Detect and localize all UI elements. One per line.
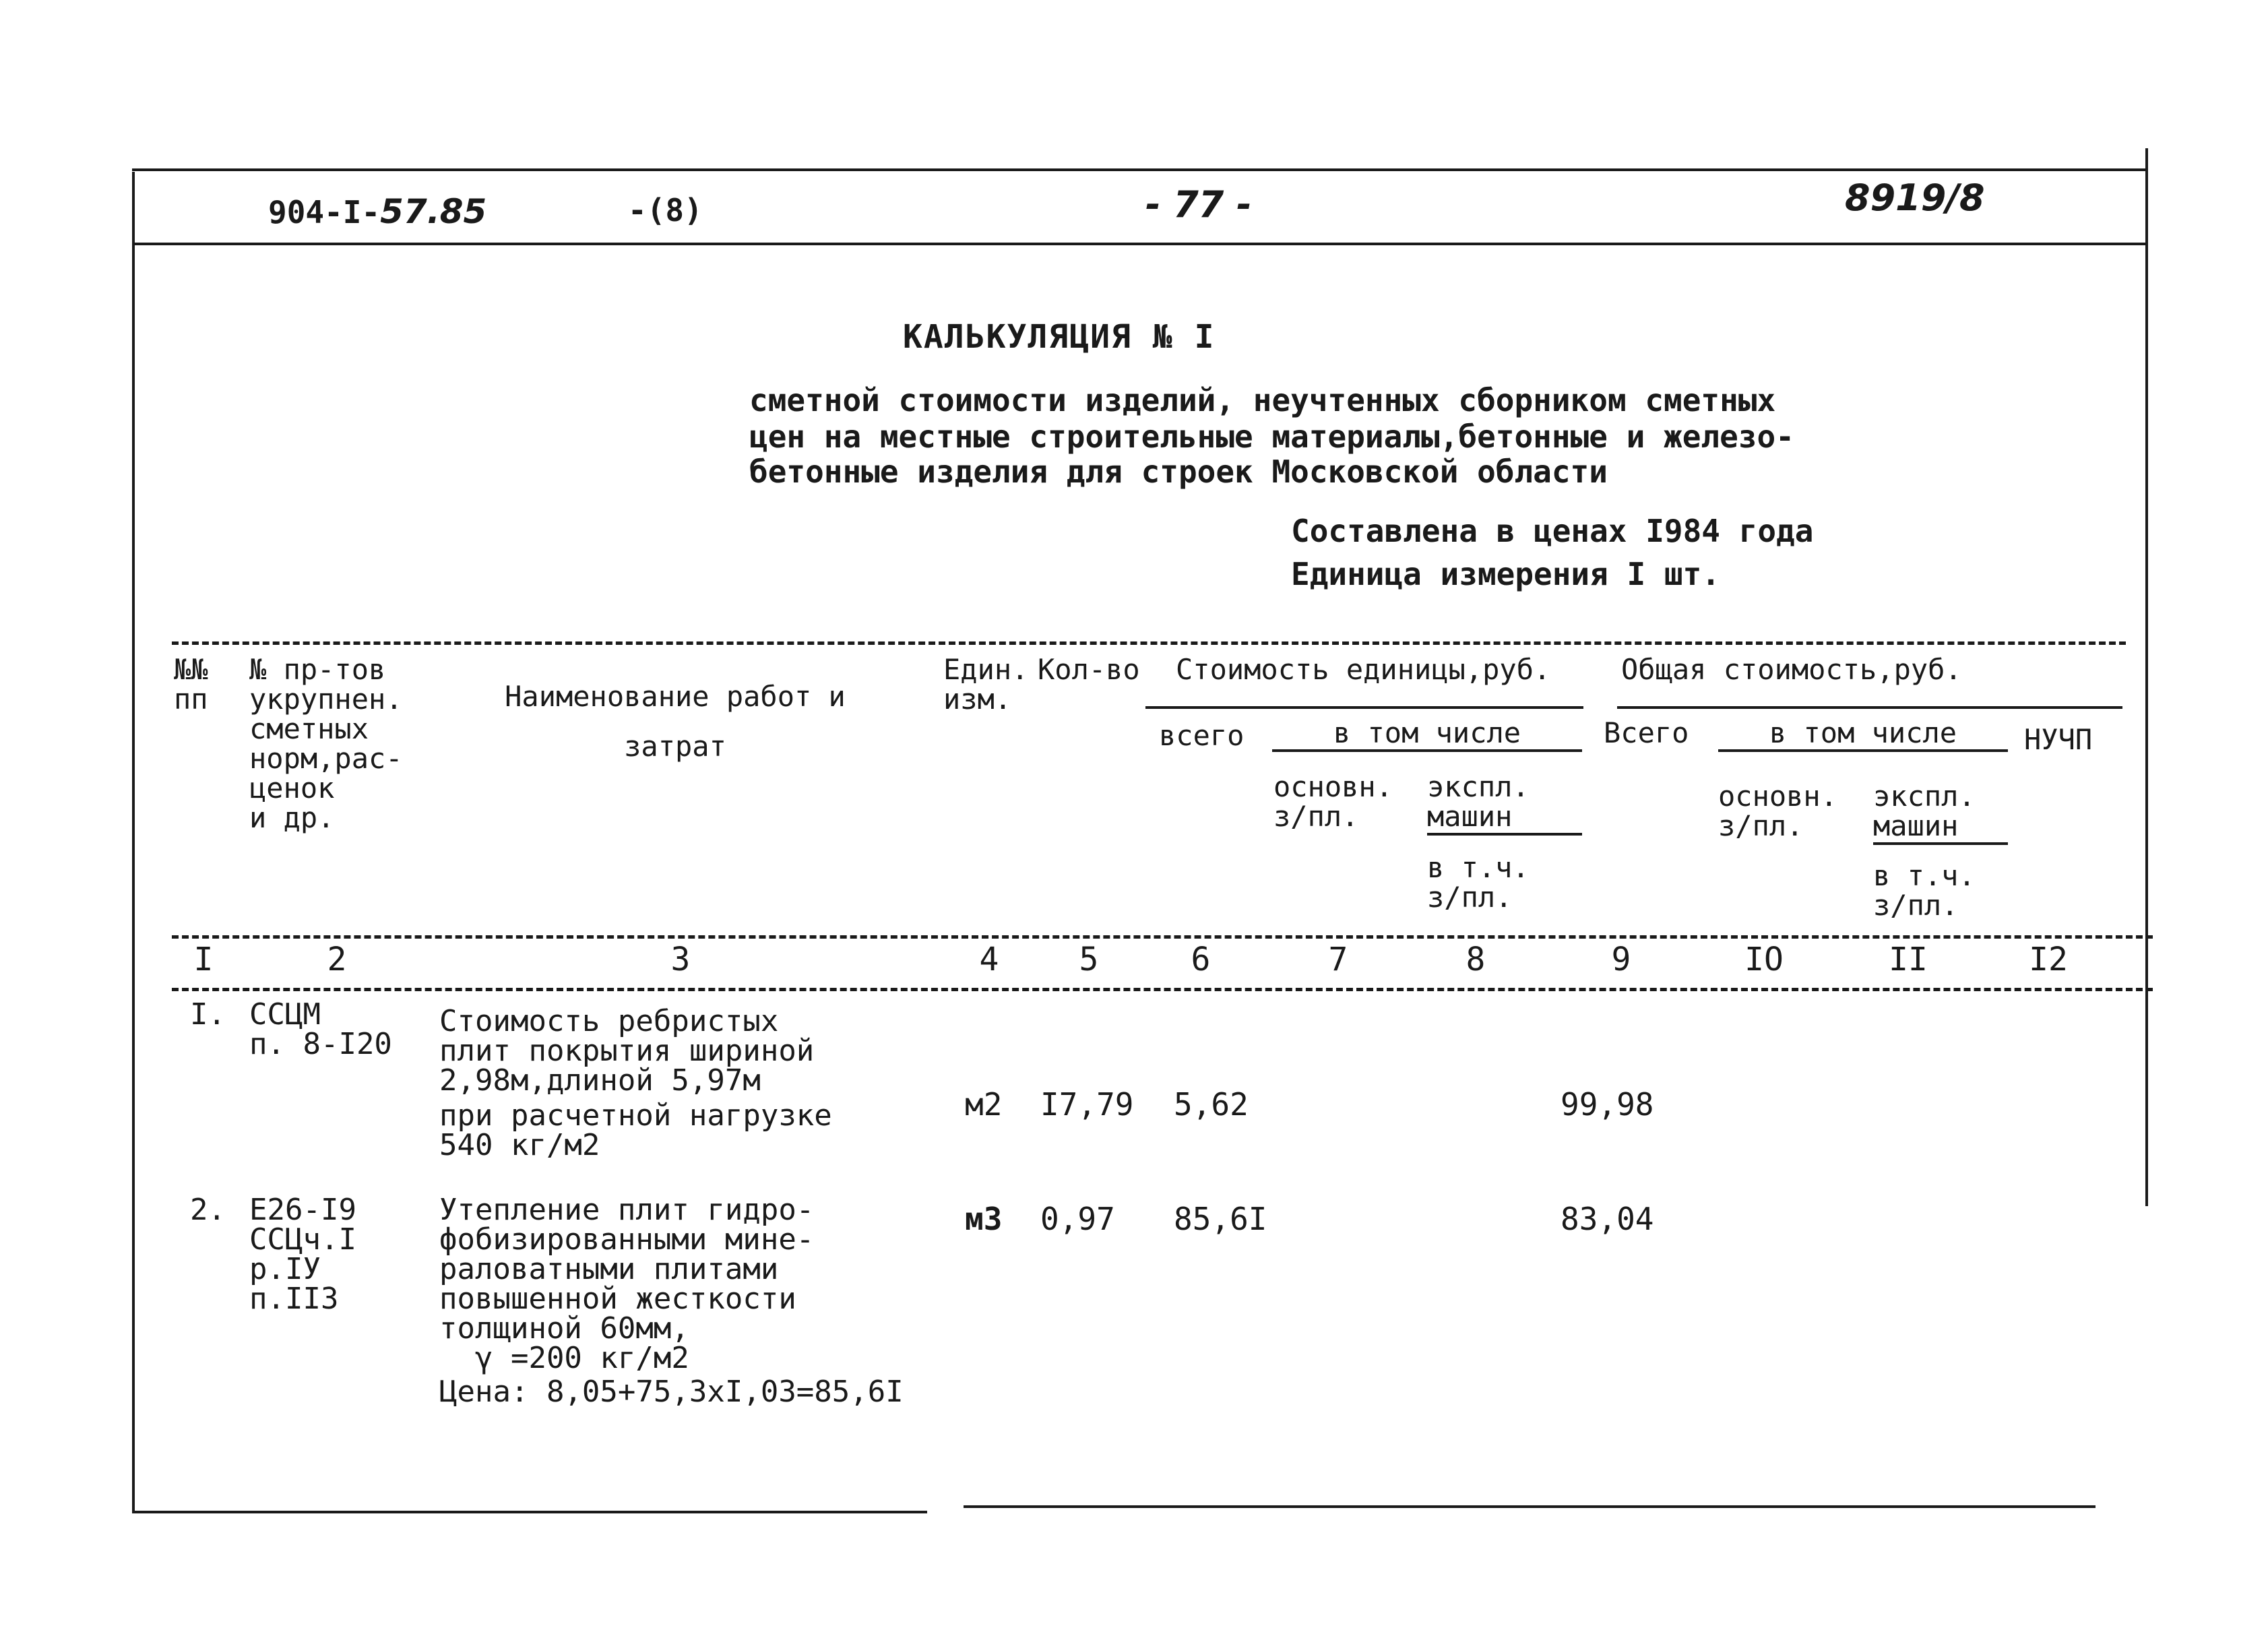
calculation-title: КАЛЬКУЛЯЦИЯ № I: [903, 318, 1216, 356]
column-number-9: 9: [1611, 941, 1631, 978]
row2-reference-line3: р.IУ: [249, 1252, 321, 1286]
header-unit-incl-wage-line1: в т.ч.: [1427, 851, 1530, 884]
row2-index: 2.: [190, 1193, 226, 1227]
header-col2-line2: укрупнен.: [249, 683, 403, 716]
unit-cost-underline: [1145, 706, 1583, 709]
document-code-handwritten: 57.85: [380, 192, 487, 231]
total-cost-underline: [1617, 706, 2122, 709]
frame-right-border: [2145, 148, 2148, 1206]
row2-unit-total: 85,6I: [1174, 1201, 1267, 1237]
row1-work-name: [439, 1004, 832, 1162]
header-unit-in-that-number: в том числе: [1272, 718, 1582, 752]
prices-note: Составлена в ценах I984 года: [1291, 513, 1814, 549]
row1-work-name-line1: Стоимость ребристых: [439, 1004, 779, 1038]
header-total-cost: Общая стоимость,руб.: [1621, 653, 1962, 686]
row2-total: 83,04: [1561, 1201, 1654, 1237]
column-number-1: I: [193, 941, 214, 978]
row1-unit: м2: [965, 1086, 1003, 1123]
row2-work-name-line3: раловатными плитами: [439, 1252, 779, 1286]
header-col1: [174, 655, 208, 714]
header-unit-basic-wage-line2: з/пл.: [1273, 800, 1359, 833]
header-total-machine-ops-line1: экспл.: [1873, 780, 1976, 813]
row2-reference-line1: Е26-I9: [249, 1193, 356, 1227]
header-col3: [480, 682, 871, 761]
row1-work-name-line2: плит покрытия шириной: [439, 1034, 815, 1068]
header-unit-total: всего: [1159, 719, 1245, 752]
frame-bottom-border-right: [964, 1505, 2096, 1508]
header-col1-line2: пп: [174, 683, 208, 716]
header-col1-line1: №№: [174, 653, 208, 686]
subtitle-line-3: бетонные изделия для строек Московской области: [749, 453, 1608, 490]
header-col4-line1: Един.: [943, 653, 1029, 686]
subtitle-line-1: сметной стоимости изделий, неучтенных сборником сметных: [749, 382, 1776, 418]
row2-work-name: [439, 1195, 904, 1407]
subtitle-line-2: цен на местные строительные материалы,бетонные и железо-: [749, 418, 1794, 455]
column-number-3: 3: [670, 941, 691, 978]
header-unit-basic-wage: [1273, 772, 1393, 831]
frame-top-border: [132, 168, 2147, 171]
header-unit-basic-wage-line1: основн.: [1273, 770, 1393, 803]
row2-reference: [249, 1195, 356, 1314]
document-code: [268, 192, 486, 231]
column-numbers-bottom-rule: [172, 988, 2153, 991]
header-unit-cost: Стоимость единицы,руб.: [1176, 653, 1551, 686]
header-total-basic-wage-line2: з/пл.: [1718, 809, 1804, 842]
row1-quantity: I7,79: [1040, 1086, 1134, 1123]
column-number-4: 4: [979, 941, 999, 978]
row1-index: I.: [190, 997, 226, 1032]
header-bottom-rule: [132, 243, 2147, 245]
header-total-incl-wage: [1873, 861, 1976, 920]
column-number-11: II: [1889, 941, 1928, 978]
header-col2-line5: ценок: [249, 772, 335, 805]
row1-reference-line2: п. 8-I20: [249, 1027, 392, 1061]
header-unit-machine-ops-line1: экспл.: [1427, 770, 1530, 803]
row2-work-name-line7: Цена: 8,05+75,3xI,03=85,6I: [439, 1375, 904, 1409]
header-col2-line4: норм,рас-: [249, 742, 403, 775]
row2-work-name-line4: повышенной жесткости: [439, 1282, 796, 1316]
header-col3-line1: Наименование работ и: [505, 680, 846, 713]
unit-note: Единица измерения I шт.: [1291, 556, 1720, 592]
frame-bottom-border: [132, 1511, 927, 1513]
column-number-10: IO: [1744, 941, 1784, 978]
row1-work-name-line4: при расчетной нагрузке: [439, 1098, 832, 1133]
column-number-5: 5: [1079, 941, 1099, 978]
header-col4: [943, 655, 1028, 714]
header-unit-incl-wage: [1427, 853, 1530, 912]
header-total-all: Всего: [1604, 716, 1689, 749]
header-col5: Кол-во: [1038, 653, 1140, 686]
header-unit-machine-ops: [1427, 772, 1582, 836]
row2-unit: м3: [965, 1201, 1003, 1237]
row2-work-name-line6: γ =200 кг/м2: [439, 1341, 689, 1375]
header-unit-machine-ops-line2: машин: [1427, 802, 1582, 836]
header-col2: [249, 655, 403, 833]
header-total-incl-wage-line2: з/пл.: [1873, 889, 1959, 922]
header-total-basic-wage-line1: основн.: [1718, 780, 1838, 813]
row1-reference: [249, 997, 392, 1061]
column-number-2: 2: [327, 941, 347, 978]
header-col3-line2: затрат: [624, 730, 726, 763]
header-nuchp: НУЧП: [2024, 723, 2093, 756]
header-col2-line6: и др.: [249, 801, 335, 834]
row1-total: 99,98: [1561, 1086, 1654, 1123]
header-unit-incl-wage-line2: з/пл.: [1427, 881, 1513, 914]
sheet-suffix: -(8): [628, 192, 703, 228]
document-code-printed: 904-I-: [268, 194, 381, 230]
column-numbers-top-rule: [172, 935, 2153, 939]
column-number-6: 6: [1191, 941, 1211, 978]
row2-reference-line2: ССЦч.I: [249, 1222, 356, 1257]
table-top-rule: [172, 641, 2126, 645]
column-number-8: 8: [1466, 941, 1486, 978]
header-total-machine-ops-line2: машин: [1873, 811, 2008, 845]
row1-unit-total: 5,62: [1174, 1086, 1249, 1123]
row1-reference-line1: ССЦМ: [249, 997, 321, 1032]
header-total-in-that-number: в том числе: [1718, 718, 2008, 752]
row2-work-name-line1: Утепление плит гидро-: [439, 1193, 815, 1227]
page-number: - 77 -: [1145, 183, 1252, 226]
row1-work-name-line5: 540 кг/м2: [439, 1128, 600, 1162]
header-total-machine-ops: [1873, 782, 2008, 845]
header-total-basic-wage: [1718, 782, 1837, 841]
row2-reference-line4: п.II3: [249, 1282, 339, 1316]
row2-work-name-line2: фобизированными мине-: [439, 1222, 815, 1257]
row2-quantity: 0,97: [1040, 1201, 1115, 1237]
column-number-12: I2: [2029, 941, 2068, 978]
header-col2-line3: сметных: [249, 712, 369, 745]
header-col4-line2: изм.: [943, 683, 1012, 716]
header-total-incl-wage-line1: в т.ч.: [1873, 859, 1976, 892]
row2-work-name-line5: толщиной 60мм,: [439, 1311, 689, 1346]
column-number-7: 7: [1328, 941, 1348, 978]
inventory-number: 8919/8: [1845, 177, 1985, 219]
frame-left-border: [132, 172, 135, 1513]
header-col2-line1: № пр-тов: [249, 653, 386, 686]
row1-work-name-line3: 2,98м,длиной 5,97м: [439, 1063, 761, 1098]
